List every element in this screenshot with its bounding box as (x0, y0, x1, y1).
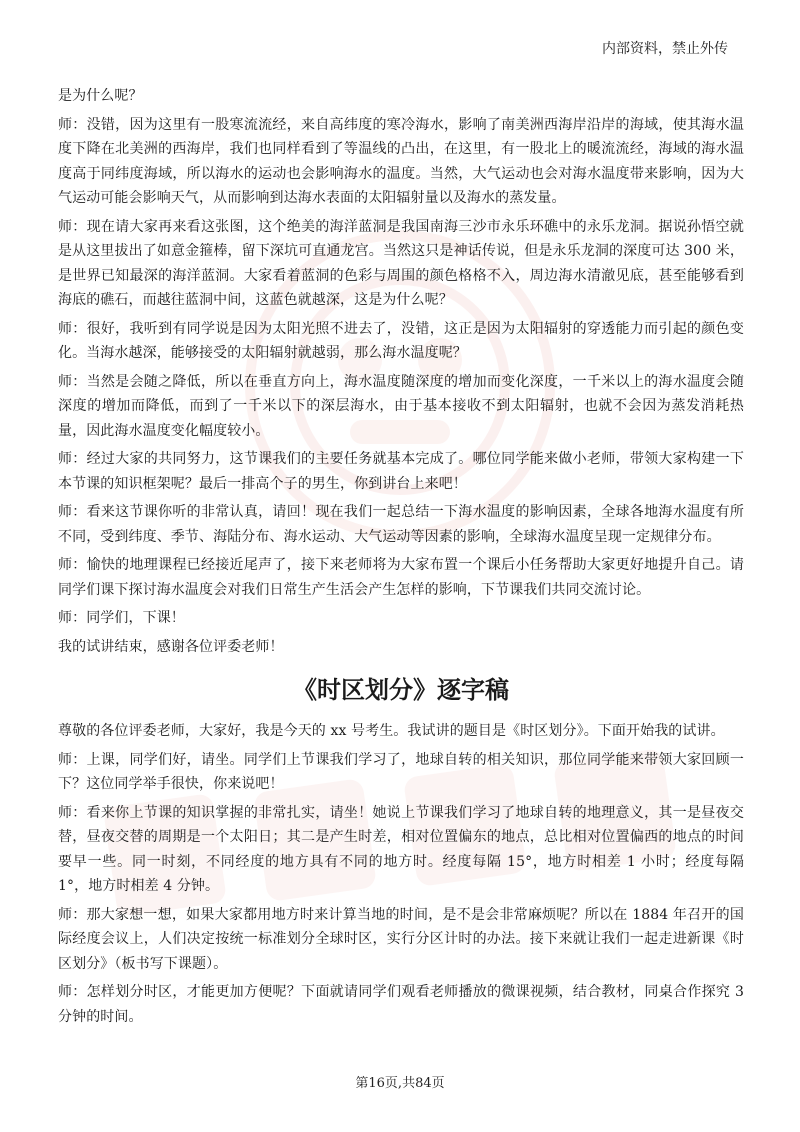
document-body (58, 84, 744, 1033)
paragraph: 师：怎样划分时区，才能更加方便呢？下面就请同学们观看老师播放的微课视频，结合教材，同桌合作探究 3 分钟的时间。 (58, 984, 744, 1025)
paragraph: 师：经过大家的共同努力，这节课我们的主要任务就基本完成了。哪位同学能来做小老师，带领大家构建一下本节课的知识框架呢？最后一排高个子的男生，你到讲台上来吧！ (58, 451, 744, 492)
paragraph: 师：那大家想一想，如果大家都用地方时来计算当地的时间，是不是会非常麻烦呢？所以在 1884 年召开的国际经度会议上，人们决定按统一标准划分全球时区，实行分区计时的办法。接下来就让我们一起走进新课《时区划分》（板书写下课题）。 (58, 906, 744, 972)
paragraph: 师：愉快的地理课程已经接近尾声了，接下来老师将为大家布置一个课后小任务帮助大家更好地提升自己。请同学们课下探讨海水温度会对我们日常生产生活会产生怎样的影响，下节课我们共同交流讨论。 (58, 557, 744, 598)
paragraph: 师：当然是会随之降低，所以在垂直方向上，海水温度随深度的增加而变化深度，一千米以上的海水温度会随深度的增加而降低，而到了一千米以下的深层海水，由于基本接收不到太阳辐射，也就不会因为蒸发消耗热量，因此海水温度变化幅度较小。 (58, 373, 744, 439)
paragraph: 尊敬的各位评委老师，大家好，我是今天的 xx 号考生。我试讲的题目是《时区划分》。下面开始我的试讲。 (58, 723, 725, 739)
section-title: 《时区划分》逐字稿 (293, 676, 509, 704)
confidential-notice: 内部资料，禁止外传 (602, 41, 728, 57)
paragraph: 师：很好，我听到有同学说是因为太阳光照不进去了，没错，这正是因为太阳辐射的穿透能力而引起的颜色变化。当海水越深，能够接受的太阳辐射就越弱，那么海水温度呢？ (58, 320, 744, 361)
paragraph: 师：看来你上节课的知识掌握的非常扎实，请坐！她说上节课我们学习了地球自转的地理意义，其一是昼夜交替，昼夜交替的周期是一个太阳日；其二是产生时差，相对位置偏东的地点，总比相对位置偏西的地点的时间要早一些。同一时刻，不同经度的地方具有不同的地方时。经度每隔 15°，地方时相差 1 小时；经度每隔 1°，地方时相差 4 分钟。 (58, 804, 744, 894)
paragraph: 师：现在请大家再来看这张图，这个绝美的海洋蓝洞是我国南海三沙市永乐环礁中的永乐龙洞。据说孙悟空就是从这里拔出了如意金箍棒，留下深坑可直通龙宫。当然这只是神话传说，但是永乐龙洞的深度可达 300 米，是世界已知最深的海洋蓝洞。大家看着蓝洞的色彩与周围的颜色格格不入，周边海水清澈见底，甚至能够看到海底的礁石，而越往蓝洞中间，这蓝色就越深，这是为什么呢？ (58, 218, 744, 308)
paragraph: 师：看来这节课你听的非常认真，请回！现在我们一起总结一下海水温度的影响因素，全球各地海水温度有所不同，受到纬度、季节、海陆分布、海水运动、大气运动等因素的影响，全球海水温度呈现一定规律分布。 (58, 504, 744, 545)
page-number: 第16页,共84页 (355, 1076, 445, 1091)
paragraph: 师：没错，因为这里有一股寒流流经，来自高纬度的寒冷海水，影响了南美洲西海岸沿岸的海域，使其海水温度下降在北美洲的西海岸，我们也同样看到了等温线的凸出，在这里，有一股北上的暖流流经，海域的海水温度高于同纬度海域，所以海水的运动也会影响海水的温度。当然，大气运动也会对海水温度带来影响，因为大气运动可能会影响天气，从而影响到达海水表面的太阳辐射量以及海水的蒸发量。 (58, 116, 744, 206)
paragraph: 是为什么呢？ (58, 88, 143, 104)
paragraph: 我的试讲结束，感谢各位评委老师！ (58, 638, 284, 655)
paragraph: 师：上课，同学们好，请坐。同学们上节课我们学习了，地球自转的相关知识，那位同学能来带领大家回顾一下？这位同学举手很快，你来说吧！ (58, 751, 744, 792)
paragraph: 师：同学们，下课！ (58, 610, 185, 626)
